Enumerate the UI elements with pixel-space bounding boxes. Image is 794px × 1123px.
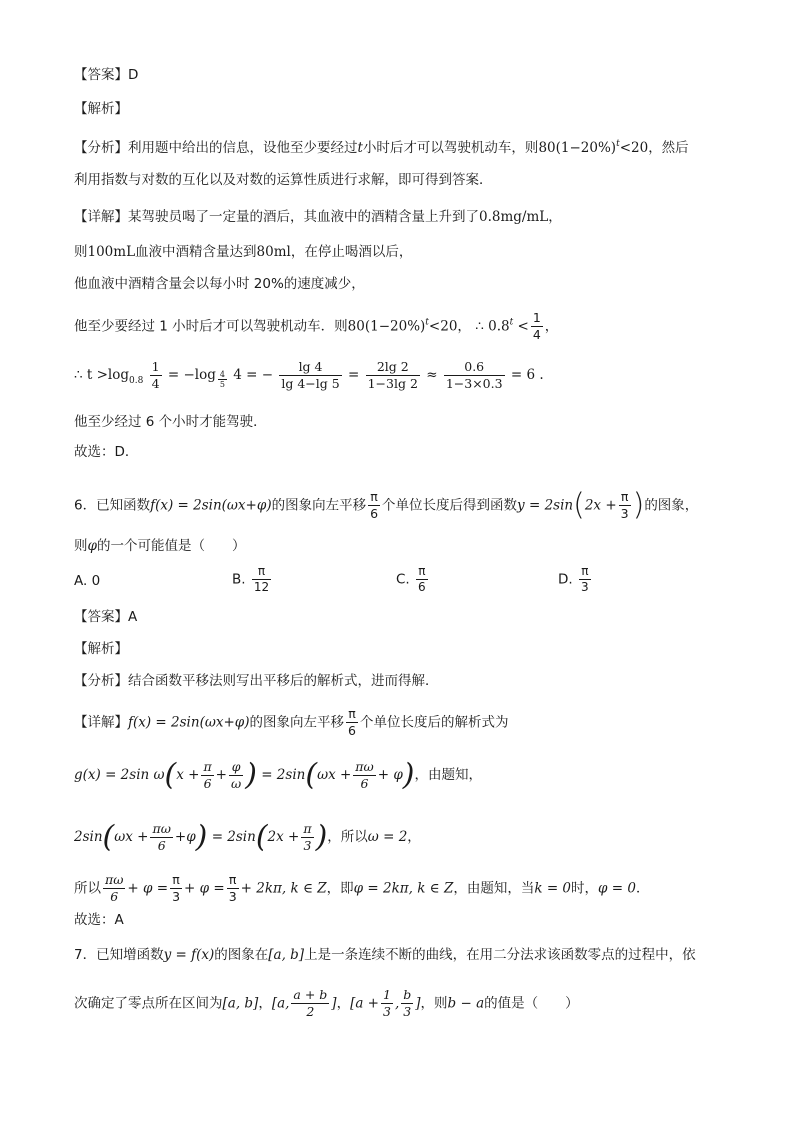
- math-expr: ωx +: [317, 767, 352, 783]
- q5-analysis-line2: 利用指数与对数的互化以及对数的运算性质进行求解，即可得到答案．: [74, 172, 493, 188]
- fraction: [444, 359, 505, 392]
- text: ，: [407, 829, 421, 845]
- text: 某驾驶员喝了一定量的酒后，其血液中的酒精含量上升到了: [128, 209, 479, 225]
- numerator: π: [170, 872, 182, 889]
- fraction: [150, 359, 162, 392]
- fraction: [201, 759, 213, 792]
- math-expr: ω = 2: [367, 829, 408, 845]
- log-base: 0.8: [129, 376, 144, 386]
- numerator: 0.6: [444, 359, 505, 376]
- q5-conclusion: 他至少经过 6 个小时才能驾驶．: [74, 414, 267, 430]
- denominator: 6: [110, 889, 119, 904]
- math-expr: g(x) = 2sin ω: [74, 767, 165, 783]
- q5-analysis-line1: [74, 135, 689, 157]
- numerator: π: [252, 564, 271, 580]
- q7-stem-line2: [74, 987, 579, 1020]
- text: ．: [635, 880, 650, 897]
- math-expr: + φ =: [184, 880, 225, 897]
- text: ，由题知，: [414, 767, 482, 783]
- text: 的图象，: [644, 497, 699, 514]
- text: 次确定了零点所在区间为: [74, 995, 223, 1012]
- math-expr: ωx +: [114, 829, 149, 845]
- text: ，在停止喝酒以后，: [290, 244, 413, 260]
- math-expr: ≈: [426, 367, 438, 383]
- fraction: [301, 821, 313, 854]
- math-expr: + 2kπ, k ∈ Z: [240, 880, 327, 897]
- math-expr: φ = 2kπ, k ∈ Z: [353, 880, 454, 897]
- denominator: 3: [620, 506, 629, 521]
- fraction: [229, 759, 243, 792]
- denominator: 3: [580, 580, 589, 594]
- q6-solution: [74, 872, 649, 905]
- math-expr: f(x) = 2sin(ωx+φ): [150, 497, 272, 514]
- text: 的一个可能值是（ ）: [96, 538, 246, 554]
- text: ，即: [326, 880, 354, 897]
- text: 的图象在: [214, 947, 269, 963]
- math-expr: + φ =: [127, 880, 169, 897]
- fraction: [291, 987, 329, 1020]
- math-expr: 2x +: [584, 497, 617, 514]
- denominator: 3: [303, 838, 312, 853]
- q6-choose: 故选：A: [74, 912, 124, 928]
- text: ，: [336, 995, 351, 1012]
- text: 则: [74, 244, 88, 260]
- numerator: π: [203, 759, 212, 774]
- math-expr: +: [215, 767, 227, 783]
- text: 利用题中给出的信息，设他至少要经过: [128, 140, 358, 156]
- math-expr: f(x) = 2sin(ωx+φ): [128, 714, 250, 731]
- denominator: 4: [532, 327, 541, 342]
- numerator: π: [227, 872, 239, 889]
- numerator: φ: [229, 759, 243, 776]
- numerator: πω: [105, 872, 124, 887]
- numerator: 1: [151, 359, 160, 374]
- math-expr: = 2sin: [211, 829, 256, 845]
- math-expr: [a, b]: [268, 947, 305, 963]
- log-base-fraction: [218, 370, 227, 389]
- numerator: π: [303, 821, 312, 836]
- text: ，: [457, 318, 471, 335]
- numerator: a + b: [293, 987, 328, 1002]
- denominator: 2: [306, 1004, 315, 1019]
- detail-label: 【详解】: [74, 714, 128, 731]
- math-expr: y = 2sin: [517, 497, 574, 514]
- numerator: π: [619, 489, 631, 506]
- question-number: 6．已知函数: [74, 497, 151, 514]
- fraction: [170, 872, 182, 905]
- math-expr: y = f(x): [163, 947, 215, 963]
- math-var: t: [357, 140, 363, 156]
- q6-stem-line2: [74, 537, 245, 555]
- fraction: [150, 821, 172, 854]
- text: 的图象向左平移: [249, 714, 344, 731]
- math-expr: ∴ t >log: [74, 367, 129, 383]
- text: ，由题知，当: [453, 880, 535, 897]
- numerator: πω: [152, 821, 171, 836]
- q5-calculation: [74, 359, 544, 392]
- denominator: 1−3×0.3: [445, 376, 503, 391]
- math-expr: = 6 .: [510, 367, 544, 383]
- numerator: lg 4: [279, 359, 341, 376]
- fraction: [227, 872, 239, 905]
- fraction: [381, 987, 393, 1020]
- q5-choose: 故选：D．: [74, 444, 139, 460]
- text: ，然后: [648, 140, 689, 156]
- fraction: [353, 759, 375, 792]
- text: 个单位长度后得到函数: [382, 497, 518, 514]
- numerator: b: [403, 987, 412, 1002]
- text: 所以: [74, 880, 101, 897]
- denominator: 6: [360, 776, 369, 791]
- numerator: π: [368, 489, 380, 506]
- text: 则: [74, 538, 88, 554]
- math-exp: t: [425, 317, 429, 328]
- math-expr: 0.8mg/mL: [479, 209, 549, 225]
- fraction: [279, 359, 341, 392]
- q5-detail-line3: 他血液中酒精含量会以每小时 20%的速度减少，: [74, 276, 365, 292]
- fraction-pi-6: [346, 706, 358, 739]
- math-expr: 80ml: [256, 244, 291, 260]
- q6-analysis-heading: 【解析】: [74, 641, 128, 657]
- math-expr: φ = 0: [598, 880, 636, 897]
- denominator: 1−3lg 2: [367, 376, 418, 391]
- math-expr: [a,: [271, 995, 290, 1012]
- option-label: C.: [396, 571, 410, 588]
- fraction-one-quarter: [531, 310, 543, 343]
- math-exp: t: [509, 317, 514, 328]
- q6-option-c: [396, 564, 430, 595]
- detail-label: 【详解】: [74, 209, 128, 225]
- math-expr: <20: [619, 140, 649, 156]
- math-expr: 4 = −: [233, 367, 274, 383]
- numerator: π: [416, 564, 428, 580]
- math-expr: k = 0: [534, 880, 572, 897]
- denominator: 5: [219, 380, 225, 389]
- numerator: π: [346, 706, 358, 723]
- math-expr: = −log: [167, 367, 216, 383]
- text: 的图象向左平移: [271, 497, 367, 514]
- q6-answer: 【答案】A: [74, 609, 138, 625]
- fraction: [416, 564, 428, 595]
- q5-answer: 【答案】D: [74, 67, 139, 83]
- text: ，所以: [327, 829, 368, 845]
- q6-g-formula: g(x) = 2sin ω(x + $\frac{\pi}{6}$ + $\frac{\varphi}{\omega}$ ) = 2sin(ωx + $\frac{\pi\omega}{6}$ + φ)，由题知，: [74, 757, 482, 793]
- q5-analysis-heading: 【解析】: [74, 101, 128, 117]
- math-var: φ: [87, 538, 97, 554]
- text: ，: [258, 995, 272, 1012]
- fraction: [401, 987, 413, 1020]
- fraction: [579, 564, 591, 595]
- numerator: 1: [383, 987, 391, 1002]
- math-expr: [a +: [350, 995, 379, 1012]
- q5-detail-line4: [74, 310, 558, 343]
- math-expr: x +: [176, 767, 200, 783]
- math-expr: 80(1−20%): [347, 318, 426, 335]
- denominator: 12: [253, 580, 270, 594]
- fraction: [366, 359, 420, 392]
- text: 小时后才可以驾驶机动车，则: [362, 140, 539, 156]
- text: 他至少要经过 1 小时后才可以驾驶机动车．则: [74, 318, 348, 335]
- math-expr: ,: [394, 995, 400, 1012]
- text: 个单位长度后的解析式为: [359, 714, 509, 731]
- denominator: 6: [370, 506, 379, 521]
- math-exp: t: [616, 139, 620, 149]
- denominator: 3: [383, 1004, 391, 1019]
- option-label: B.: [232, 571, 246, 588]
- math-expr: =: [348, 367, 360, 383]
- math-expr: [a, b]: [222, 995, 259, 1012]
- q5-detail-line1: [74, 208, 562, 226]
- q6-option-b: [232, 564, 273, 595]
- math-expr: ]: [415, 995, 421, 1012]
- denominator: 3: [172, 889, 181, 904]
- q6-option-d: [558, 564, 593, 595]
- numerator: 1: [532, 310, 541, 325]
- option-label: D.: [558, 571, 573, 588]
- denominator: 4: [151, 376, 160, 391]
- analysis-label: 【分析】: [74, 140, 128, 156]
- math-expr: 2sin: [74, 829, 103, 845]
- denominator: 3: [403, 1004, 412, 1019]
- math-expr: 2x +: [267, 829, 300, 845]
- text: ，: [548, 209, 562, 225]
- q6-equation: 2sin(ωx + $\frac{\pi\omega}{6}$ +φ) = 2sin(2x + $\frac{\pi}{3}$ )，所以ω = 2，: [74, 819, 421, 855]
- denominator: 6: [157, 838, 166, 853]
- question-number: 7．已知增函数: [74, 947, 164, 963]
- text: 时，: [571, 880, 599, 897]
- denominator: ω: [230, 776, 242, 791]
- denominator: 3: [228, 889, 237, 904]
- q5-detail-line2: [74, 243, 412, 261]
- q6-detail-line1: [74, 706, 508, 739]
- text: 血液中酒精含量达到: [135, 244, 257, 260]
- denominator: 6: [418, 580, 426, 594]
- q7-stem-line1: [74, 946, 696, 964]
- math-expr: <20: [428, 318, 458, 335]
- denominator: 6: [203, 776, 212, 791]
- fraction-pi-6: [368, 489, 380, 522]
- numerator: 4: [219, 370, 225, 379]
- math-expr: ]: [331, 995, 337, 1012]
- math-expr: 100mL: [87, 244, 136, 260]
- text: ，则: [420, 995, 448, 1012]
- denominator: lg 4−lg 5: [281, 376, 340, 391]
- numerator: π: [579, 564, 591, 580]
- math-expr: +φ: [174, 829, 196, 845]
- math-expr: b − a: [447, 995, 485, 1012]
- text: 上是一条连续不断的曲线，在用二分法求该函数零点的过程中，依: [304, 947, 696, 963]
- q6-stem-line1: 6．已知函数f(x) = 2sin(ωx+φ)的图象向左平移 $\frac{\pi}{6}$ 个单位长度后得到函数y = 2sin(2x + $\frac{\pi}{3}$ )的图象，: [74, 487, 699, 523]
- text: 的值是（ ）: [484, 995, 579, 1012]
- math-expr: = 2sin: [261, 767, 306, 783]
- math-expr: 80(1−20%): [538, 140, 617, 156]
- numerator: 2lg 2: [366, 359, 420, 376]
- fraction: [103, 872, 125, 905]
- text: ，: [544, 318, 559, 335]
- math-expr: + φ: [377, 767, 403, 783]
- fraction-pi-3: [619, 489, 631, 522]
- numerator: πω: [355, 759, 374, 774]
- fraction: [252, 564, 271, 595]
- math-expr: <: [517, 318, 529, 335]
- math-expr: ∴ 0.8: [475, 318, 510, 335]
- denominator: 6: [348, 723, 356, 738]
- q6-option-a: A. 0: [74, 573, 101, 589]
- q6-analysis: 【分析】结合函数平移法则写出平移后的解析式，进而得解．: [74, 673, 439, 689]
